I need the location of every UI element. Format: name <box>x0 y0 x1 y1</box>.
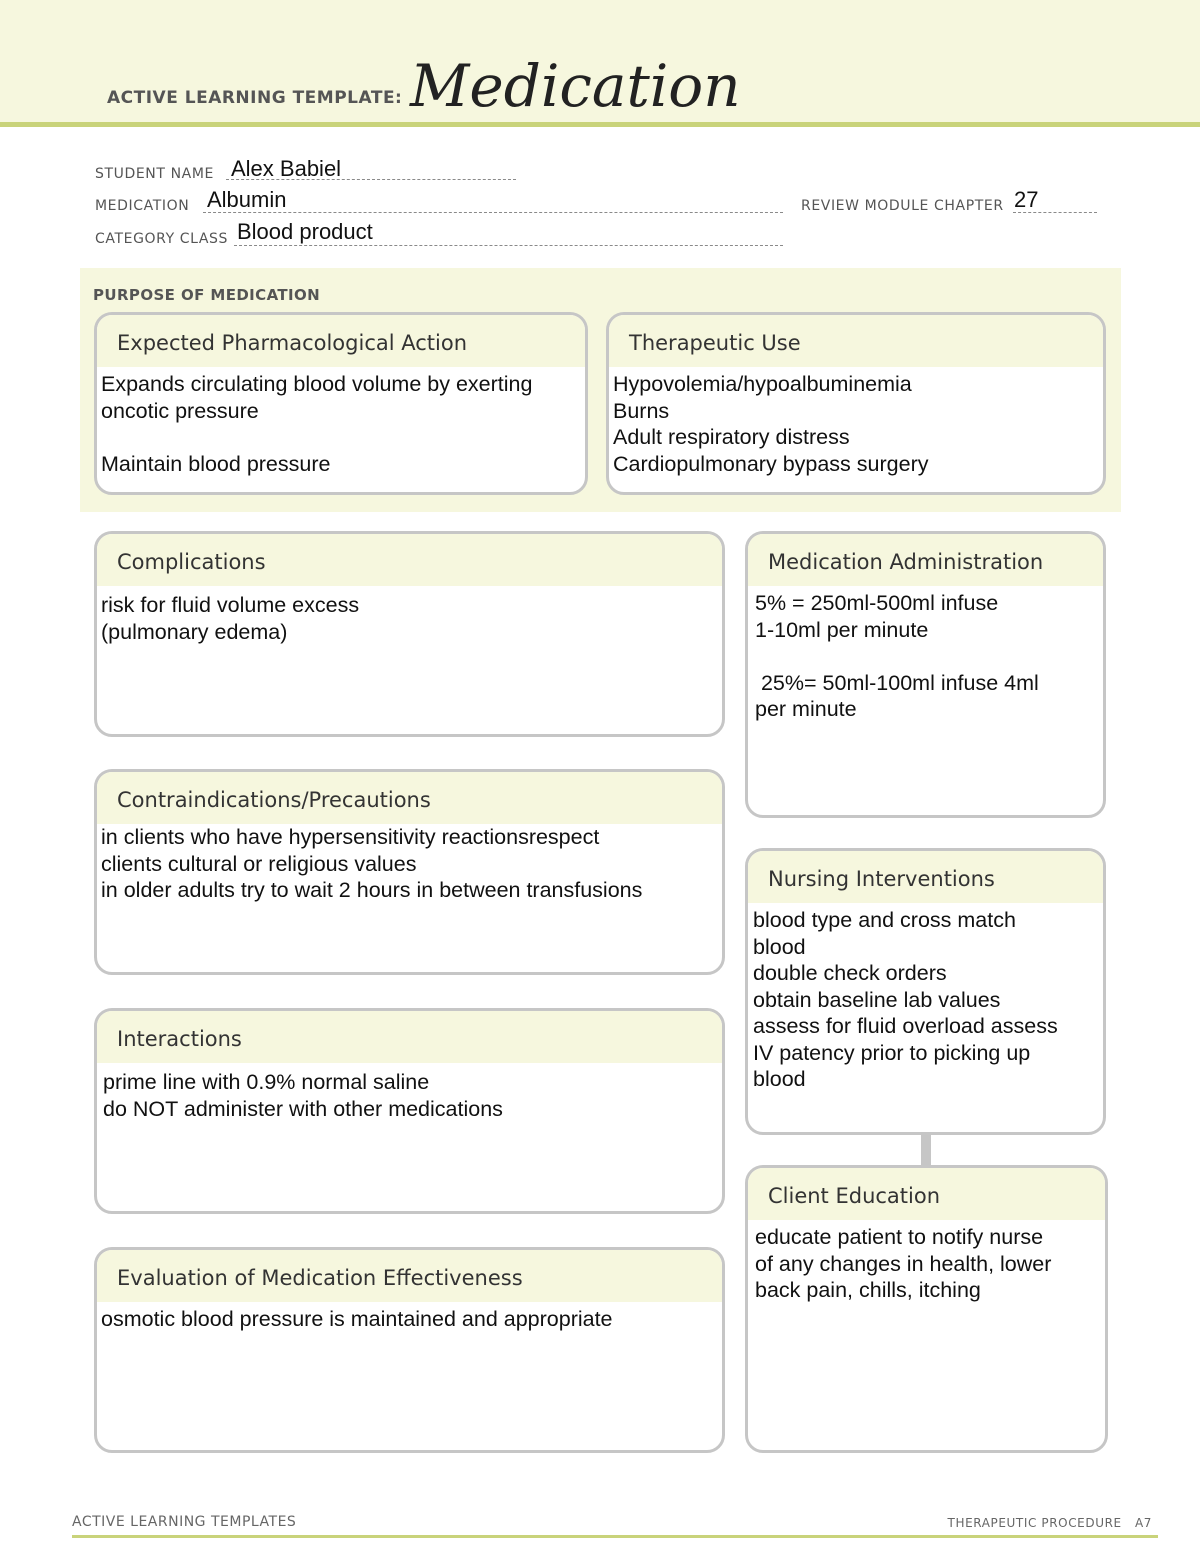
medication-line <box>203 212 783 213</box>
contraindications-card[interactable] <box>94 769 725 975</box>
card-line: do NOT administer with other medications <box>103 1096 503 1121</box>
medication-field[interactable]: Albumin <box>207 187 287 212</box>
contraindications-title: Contraindications/Precautions <box>97 772 722 824</box>
card-line: back pain, chills, itching <box>755 1278 981 1302</box>
therapeutic-use-card[interactable] <box>606 312 1106 495</box>
card-line: per minute <box>755 697 857 721</box>
page-title: Medication <box>410 52 741 120</box>
card-line: (pulmonary edema) <box>101 619 288 644</box>
card-line: Hypovolemia/hypoalbuminemia <box>613 372 912 396</box>
card-line: risk for fluid volume excess <box>101 593 360 617</box>
expected-action-card[interactable] <box>94 312 588 495</box>
client-education-card[interactable] <box>745 1165 1108 1453</box>
card-line: IV patency prior to picking up <box>753 1040 1031 1065</box>
card-line: Expands circulating blood volume by exerting <box>101 372 533 396</box>
card-line: 25%= 50ml-100ml infuse 4ml <box>755 670 1039 695</box>
card-line <box>755 643 1097 670</box>
purpose-title: PURPOSE OF MEDICATION <box>93 286 321 304</box>
interactions-card[interactable] <box>94 1008 725 1214</box>
nursing-interventions-card[interactable] <box>745 848 1106 1135</box>
evaluation-card[interactable] <box>94 1247 725 1453</box>
card-line: in clients who have hypersensitivity reactionsrespect <box>101 825 600 849</box>
therapeutic-use-title: Therapeutic Use <box>609 315 1103 367</box>
card-line: assess for fluid overload assess <box>753 1014 1058 1038</box>
evaluation-title: Evaluation of Medication Effectiveness <box>97 1250 722 1302</box>
card-line: prime line with 0.9% normal saline <box>103 1070 430 1094</box>
medication-label: MEDICATION <box>95 198 190 214</box>
template-label: ACTIVE LEARNING TEMPLATE: <box>107 88 403 108</box>
complications-card[interactable] <box>94 531 725 737</box>
nursing-interventions-title: Nursing Interventions <box>748 851 1103 903</box>
card-line: double check orders <box>753 961 947 985</box>
card-line: 1-10ml per minute <box>755 617 929 642</box>
category-class-field[interactable]: Blood product <box>237 219 373 244</box>
footer-rule <box>72 1535 1158 1538</box>
card-line: osmotic blood pressure is maintained and appropriate <box>101 1307 613 1331</box>
card-line: blood type and cross match <box>753 908 1016 932</box>
footer-left: ACTIVE LEARNING TEMPLATES <box>72 1514 297 1530</box>
card-line: of any changes in health, lower <box>755 1251 1052 1276</box>
card-line: blood <box>753 934 806 959</box>
card-line: Maintain blood pressure <box>101 451 331 476</box>
card-line: in older adults try to wait 2 hours in between transfusions <box>101 878 643 902</box>
card-line: clients cultural or religious values <box>101 851 417 876</box>
student-name-label: STUDENT NAME <box>95 166 214 182</box>
expected-action-title: Expected Pharmacological Action <box>97 315 585 367</box>
interactions-title: Interactions <box>97 1011 722 1063</box>
card-line: Cardiopulmonary bypass surgery <box>613 451 929 476</box>
card-line: oncotic pressure <box>101 398 259 423</box>
card-line: blood <box>753 1067 806 1091</box>
student-name-field[interactable]: Alex Babiel <box>231 156 342 181</box>
review-module-field[interactable]: 27 <box>1014 187 1039 212</box>
card-line <box>101 424 579 451</box>
category-class-line <box>234 245 783 246</box>
card-connector <box>921 1134 931 1166</box>
client-education-title: Client Education <box>748 1168 1105 1220</box>
complications-title: Complications <box>97 534 722 586</box>
medication-administration-title: Medication Administration <box>748 534 1103 586</box>
card-line: educate patient to notify nurse <box>755 1225 1044 1249</box>
footer-right: THERAPEUTIC PROCEDURE A7 <box>947 1516 1152 1530</box>
review-module-label: REVIEW MODULE CHAPTER <box>801 198 1004 214</box>
card-line: obtain baseline lab values <box>753 987 1001 1012</box>
card-line: Burns <box>613 398 670 423</box>
card-line: Adult respiratory distress <box>613 425 850 449</box>
category-class-label: CATEGORY CLASS <box>95 231 229 247</box>
card-line: 5% = 250ml-500ml infuse <box>755 591 999 615</box>
medication-administration-card[interactable] <box>745 531 1106 818</box>
header-rule <box>0 122 1200 127</box>
